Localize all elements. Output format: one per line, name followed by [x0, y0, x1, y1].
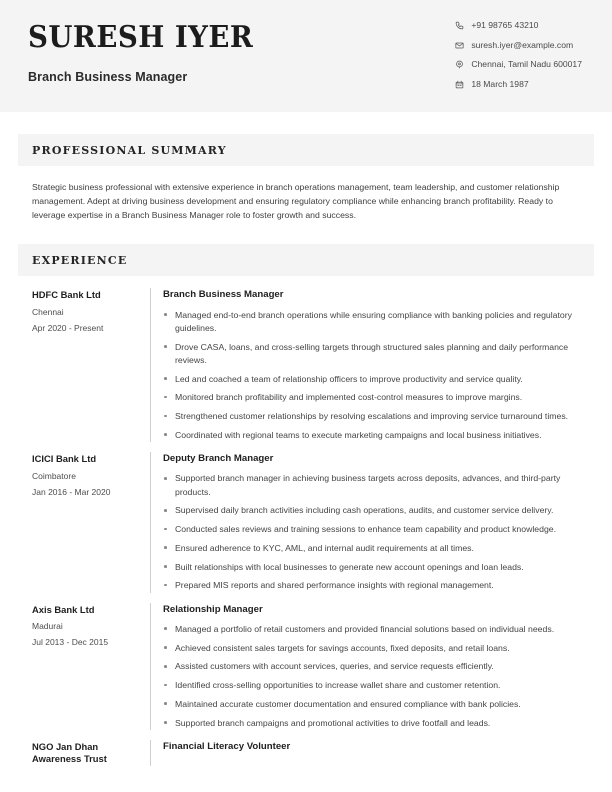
location-pin-icon [454, 59, 465, 70]
list-item [163, 542, 594, 555]
list-item-text: Led and coached a team of relationship officers to improve productivity and service quality. [175, 373, 523, 384]
company-location: Chennai [32, 306, 64, 317]
experience-entry [18, 603, 594, 730]
experience-meta [32, 740, 150, 766]
list-item-text: Supervised daily branch activities including cash operations, audits, and customer service delivery. [175, 505, 554, 516]
list-item [163, 429, 594, 442]
list-item [163, 717, 594, 730]
bullet-icon [164, 584, 167, 587]
list-item-text: Achieved consistent sales targets for savings accounts, fixed deposits, and retail loans. [175, 642, 510, 653]
employment-dates: Jan 2016 - Mar 2020 [32, 486, 111, 497]
job-role-title: Financial Literacy Volunteer [163, 740, 291, 752]
bullet-icon [164, 627, 167, 630]
contact-list [454, 18, 594, 98]
responsibility-list [163, 309, 594, 442]
bullet-icon [164, 665, 167, 668]
resume-body [0, 134, 612, 766]
list-item [163, 504, 594, 517]
job-role-title: Branch Business Manager [163, 289, 284, 301]
contact-phone-text: +91 98765 43210 [471, 20, 539, 31]
list-item [163, 309, 594, 335]
list-item-text: Ensured adherence to KYC, AML, and internal audit requirements at all times. [175, 542, 474, 553]
company-name: Axis Bank Ltd [32, 603, 95, 615]
phone-icon [454, 20, 465, 31]
contact-phone [454, 20, 582, 31]
company-name: NGO Jan Dhan Awareness Trust [32, 740, 107, 765]
identity-block [18, 18, 273, 84]
company-location: Coimbatore [32, 470, 76, 481]
bullet-icon [164, 313, 167, 316]
list-item-text: Drove CASA, loans, and cross-selling targets through structured sales planning and daily performance reviews. [175, 341, 569, 365]
experience-entry [18, 452, 594, 593]
list-item [163, 660, 594, 673]
section-title-summary: PROFESSIONAL SUMMARY [32, 144, 227, 157]
company-location: Madurai [32, 621, 63, 632]
experience-entry [18, 740, 594, 766]
company-name: HDFC Bank Ltd [32, 289, 101, 301]
bullet-icon [164, 433, 167, 436]
section-title-experience: EXPERIENCE [32, 254, 128, 268]
list-item [163, 410, 594, 423]
company-name: ICICI Bank Ltd [32, 453, 97, 464]
envelope-icon [454, 40, 465, 51]
bullet-icon [164, 509, 167, 512]
contact-email [454, 40, 582, 51]
list-item-text: Coordinated with regional teams to execute marketing campaigns and local business initiatives. [175, 429, 542, 440]
experience-entry [18, 288, 594, 442]
experience-list [18, 276, 594, 766]
employment-dates: Apr 2020 - Present [32, 323, 104, 334]
responsibility-list [163, 472, 594, 592]
experience-details [151, 452, 594, 593]
job-role-title: Relationship Manager [163, 603, 263, 615]
resume-header [0, 0, 612, 112]
list-item [163, 579, 594, 592]
contact-birthdate [454, 79, 582, 90]
section-header-experience [18, 244, 594, 276]
list-item-text: Monitored branch profitability and implemented cost-control measures to improve margins. [175, 392, 523, 403]
list-item-text: Managed end-to-end branch operations while ensuring compliance with banking policies and regulatory guidelines. [175, 309, 572, 333]
employment-dates: Jul 2013 - Dec 2015 [32, 637, 109, 648]
job-title: Branch Business Manager [28, 69, 188, 84]
list-item-text: Supported branch manager in achieving business targets across deposits, advances, and third-party products. [175, 473, 561, 497]
bullet-icon [164, 565, 167, 568]
bullet-icon [164, 721, 167, 724]
bullet-icon [164, 377, 167, 380]
page-title: SURESH IYER [28, 20, 254, 55]
contact-email-text: suresh.iyer@example.com [471, 39, 574, 50]
list-item-text: Assisted customers with account services, queries, and service requests efficiently. [175, 661, 494, 672]
summary-text: Strategic business professional with extensive experience in branch operations management, team leadership, and customer relationship management. Adept at driving business development and ensuring regulatory compliance while enhancing branch profitability. Ready to leverage expertise in a Branch Business Manager role to foster growth and success. [32, 182, 560, 221]
bullet-icon [164, 646, 167, 649]
bullet-icon [164, 415, 167, 418]
experience-meta [32, 452, 150, 593]
contact-location [454, 59, 582, 70]
contact-location-text: Chennai, Tamil Nadu 600017 [471, 59, 582, 70]
job-role-title: Deputy Branch Manager [163, 453, 274, 464]
list-item [163, 341, 594, 367]
list-item-text: Prepared MIS reports and shared performance insights with regional management. [175, 580, 494, 591]
contact-birthdate-text: 18 March 1987 [471, 78, 529, 89]
experience-meta [32, 603, 150, 730]
responsibility-list [163, 623, 594, 730]
list-item [163, 523, 594, 536]
bullet-icon [164, 546, 167, 549]
section-header-summary [18, 134, 594, 166]
bullet-icon [164, 345, 167, 348]
list-item [163, 373, 594, 386]
list-item-text: Identified cross-selling opportunities to increase wallet share and customer retention. [175, 680, 501, 691]
list-item [163, 698, 594, 711]
list-item-text: Strengthened customer relationships by resolving escalations and improving service turnaround times. [175, 411, 569, 422]
list-item-text: Built relationships with local businesses to generate new account openings and loan leads. [175, 561, 524, 572]
list-item [163, 561, 594, 574]
list-item [163, 642, 594, 655]
list-item-text: Conducted sales reviews and training sessions to enhance team capability and product knowledge. [175, 524, 557, 535]
experience-meta [32, 288, 150, 442]
list-item [163, 472, 594, 498]
calendar-icon [454, 79, 465, 90]
bullet-icon [164, 702, 167, 705]
list-item [163, 623, 594, 636]
experience-details [151, 740, 594, 766]
bullet-icon [164, 477, 167, 480]
bullet-icon [164, 396, 167, 399]
list-item [163, 391, 594, 404]
list-item-text: Maintained accurate customer documentation and ensured compliance with bank policies. [175, 698, 521, 709]
list-item-text: Managed a portfolio of retail customers and provided financial solutions based on individual needs. [175, 623, 555, 634]
experience-details [151, 603, 594, 730]
bullet-icon [164, 528, 167, 531]
bullet-icon [164, 684, 167, 687]
experience-details [151, 288, 594, 442]
list-item [163, 679, 594, 692]
list-item-text: Supported branch campaigns and promotional activities to drive footfall and leads. [175, 717, 491, 728]
